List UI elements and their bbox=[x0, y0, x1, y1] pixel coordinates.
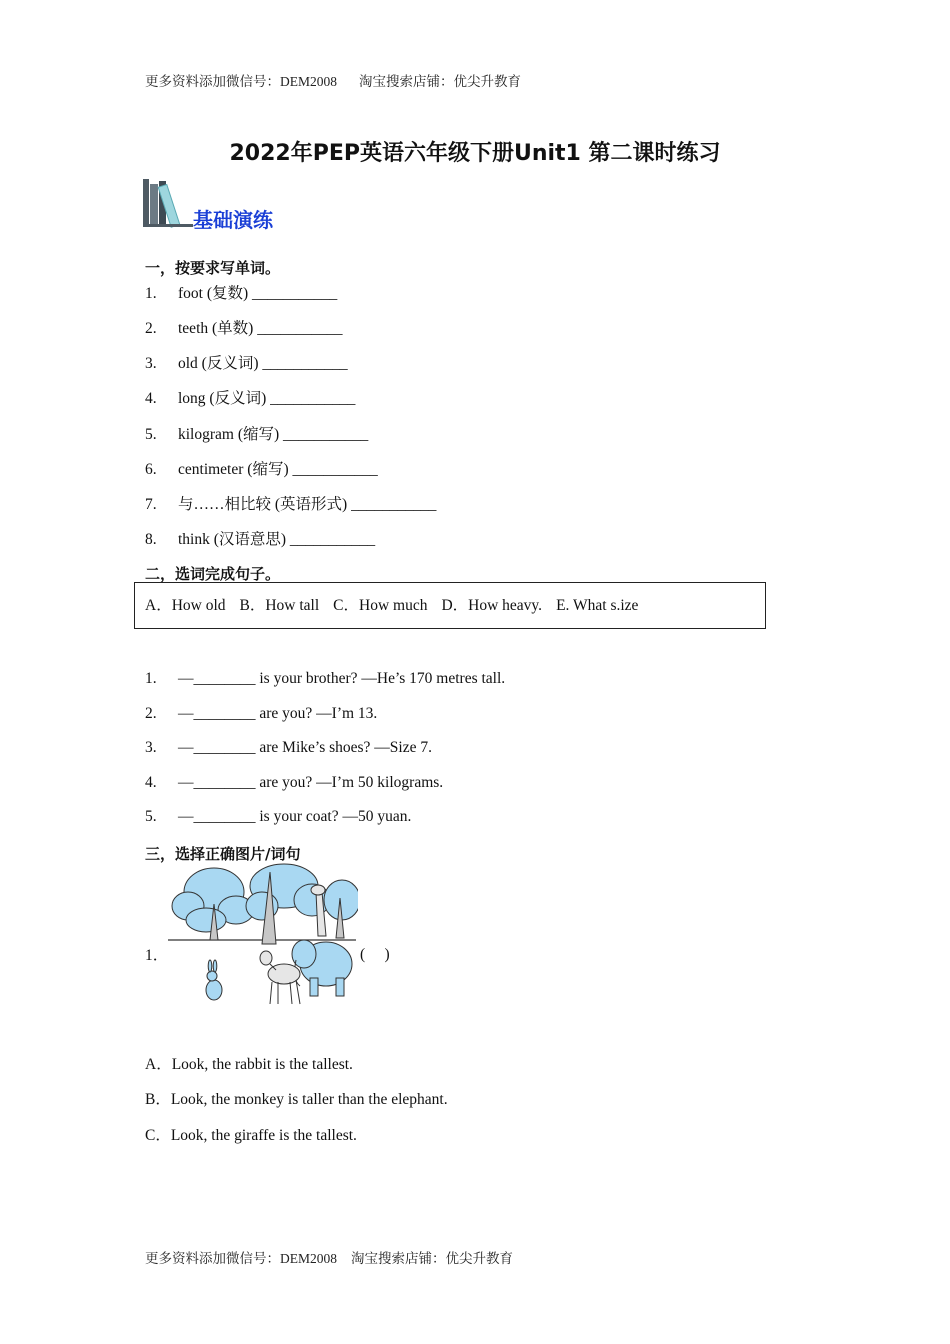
item-text: —________ is your coat? —50 yuan. bbox=[178, 808, 412, 825]
item-number: 5. bbox=[145, 808, 157, 825]
word-option: B．How tall bbox=[239, 597, 320, 614]
word-bank-options bbox=[145, 593, 652, 615]
item-text: long (反义词) ___________ bbox=[178, 390, 356, 407]
list-item bbox=[145, 527, 375, 549]
item-number: 7. bbox=[145, 496, 157, 513]
item-number: 1. bbox=[145, 670, 157, 687]
page-footer bbox=[145, 1247, 513, 1267]
section-3-heading: 三，选择正确图片/词句 bbox=[145, 845, 301, 863]
banner-label: 基础演练 bbox=[193, 208, 273, 232]
item-text: teeth (单数) ___________ bbox=[178, 320, 343, 337]
list-item bbox=[145, 492, 436, 514]
word-bank-box bbox=[134, 582, 766, 629]
list-item bbox=[145, 316, 342, 338]
item-text: old (反义词) ___________ bbox=[178, 355, 348, 372]
item-number: 8. bbox=[145, 531, 157, 548]
item-text: centimeter (缩写) ___________ bbox=[178, 461, 378, 478]
item-number: 3. bbox=[145, 739, 157, 756]
list-item bbox=[145, 351, 348, 373]
item-text: —________ are you? —I’m 13. bbox=[178, 705, 378, 722]
item-number: 6. bbox=[145, 461, 157, 478]
list-item bbox=[145, 739, 432, 757]
choice-option: A．Look, the rabbit is the tallest. bbox=[145, 1056, 353, 1073]
list-item bbox=[145, 774, 443, 792]
item-text: —________ is your brother? —He’s 170 metres tall. bbox=[178, 670, 506, 687]
section-2-heading: 二，选词完成句子。 bbox=[145, 565, 281, 583]
choice-option: C．Look, the giraffe is the tallest. bbox=[145, 1127, 357, 1144]
page-header bbox=[145, 70, 521, 90]
item-number: 2. bbox=[145, 705, 157, 722]
animals-under-trees-illustration bbox=[166, 862, 358, 1008]
page-title: 2022年PEP英语六年级下册Unit1 第二课时练习 bbox=[229, 141, 721, 166]
item-text: think (汉语意思) ___________ bbox=[178, 531, 376, 548]
word-option: A．How old bbox=[145, 597, 226, 614]
list-item bbox=[145, 457, 378, 479]
word-option: E. What s.ize bbox=[556, 597, 639, 614]
item-text: 与……相比较 (英语形式) ___________ bbox=[178, 496, 437, 513]
item-text: foot (复数) ___________ bbox=[178, 285, 338, 302]
item-number: 2. bbox=[145, 320, 157, 337]
list-item bbox=[145, 705, 377, 723]
item-number: 5. bbox=[145, 426, 157, 443]
header-wechat: 更多资料添加微信号：DEM2008 bbox=[145, 74, 337, 89]
section-1-heading: 一，按要求写单词。 bbox=[145, 259, 281, 277]
item-number: 3. bbox=[145, 355, 157, 372]
list-item bbox=[145, 422, 368, 444]
item-text: —________ are you? —I’m 50 kilograms. bbox=[178, 774, 444, 791]
item-text: kilogram (缩写) ___________ bbox=[178, 426, 369, 443]
list-item bbox=[145, 386, 355, 408]
header-shop: 淘宝搜索店铺：优尖升教育 bbox=[359, 74, 521, 89]
word-option: D．How heavy. bbox=[441, 597, 543, 614]
item-number: 4. bbox=[145, 774, 157, 791]
footer-wechat: 更多资料添加微信号：DEM2008 bbox=[145, 1251, 337, 1266]
list-item bbox=[145, 670, 505, 688]
item-number: 1. bbox=[145, 285, 157, 302]
question-number: 1． bbox=[145, 947, 169, 964]
item-text: —________ are Mike’s shoes? —Size 7. bbox=[178, 739, 432, 756]
footer-shop: 淘宝搜索店铺：优尖升教育 bbox=[351, 1251, 513, 1266]
answer-blank: ( ) bbox=[360, 946, 390, 963]
list-item bbox=[145, 281, 337, 303]
word-option: C．How much bbox=[333, 597, 428, 614]
item-number: 4. bbox=[145, 390, 157, 407]
list-item bbox=[145, 808, 411, 826]
choice-option: B．Look, the monkey is taller than the elephant. bbox=[145, 1091, 448, 1108]
